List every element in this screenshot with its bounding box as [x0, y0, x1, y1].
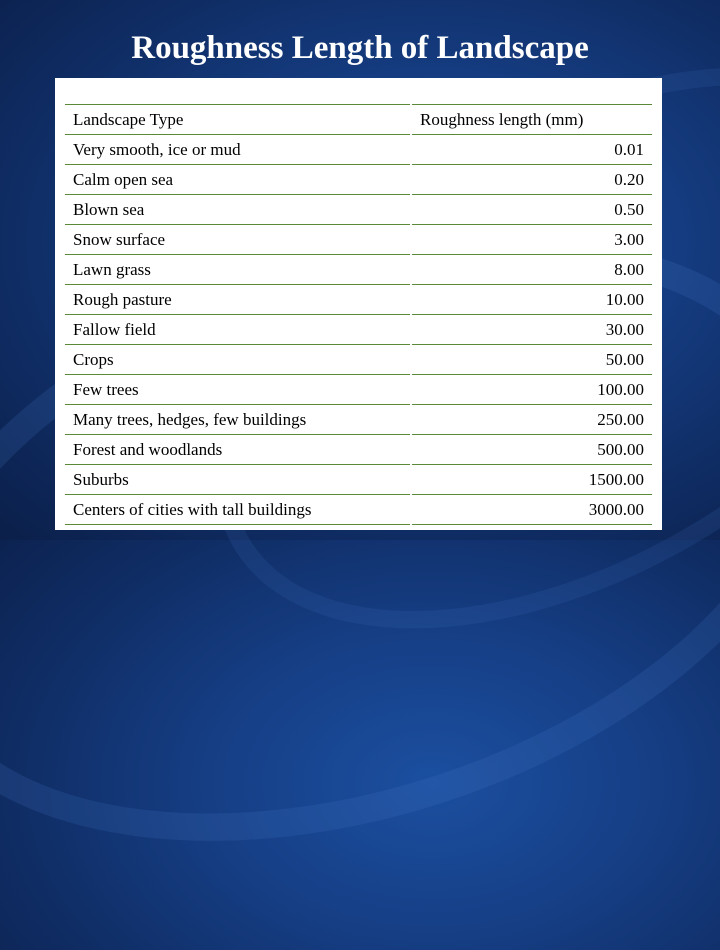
roughness-value-cell: 0.20 [411, 165, 652, 195]
roughness-table [65, 104, 652, 525]
table-row [65, 435, 652, 465]
landscape-type-cell: Forest and woodlands [65, 435, 411, 465]
roughness-value-cell: 3.00 [411, 225, 652, 255]
table-header-row [65, 105, 652, 135]
table-row [65, 375, 652, 405]
landscape-type-cell: Fallow field [65, 315, 411, 345]
table-row [65, 405, 652, 435]
table-row [65, 345, 652, 375]
table-row [65, 165, 652, 195]
landscape-type-cell: Rough pasture [65, 285, 411, 315]
landscape-type-cell: Very smooth, ice or mud [65, 135, 411, 165]
roughness-value-cell: 1500.00 [411, 465, 652, 495]
table-row [65, 135, 652, 165]
table-row [65, 315, 652, 345]
roughness-value-cell: 0.50 [411, 195, 652, 225]
header-landscape-type: Landscape Type [65, 105, 411, 135]
roughness-value-cell: 3000.00 [411, 495, 652, 525]
landscape-type-cell: Snow surface [65, 225, 411, 255]
landscape-type-cell: Blown sea [65, 195, 411, 225]
table-row [65, 465, 652, 495]
roughness-value-cell: 8.00 [411, 255, 652, 285]
table-panel [55, 78, 662, 530]
landscape-type-cell: Suburbs [65, 465, 411, 495]
table-row [65, 195, 652, 225]
table-row [65, 225, 652, 255]
table-row [65, 255, 652, 285]
landscape-type-cell: Calm open sea [65, 165, 411, 195]
landscape-type-cell: Many trees, hedges, few buildings [65, 405, 411, 435]
landscape-type-cell: Centers of cities with tall buildings [65, 495, 411, 525]
landscape-type-cell: Few trees [65, 375, 411, 405]
slide-title: Roughness Length of Landscape [131, 30, 589, 66]
roughness-value-cell: 250.00 [411, 405, 652, 435]
roughness-value-cell: 30.00 [411, 315, 652, 345]
roughness-value-cell: 100.00 [411, 375, 652, 405]
roughness-value-cell: 50.00 [411, 345, 652, 375]
table-row [65, 285, 652, 315]
roughness-value-cell: 0.01 [411, 135, 652, 165]
landscape-type-cell: Crops [65, 345, 411, 375]
landscape-type-cell: Lawn grass [65, 255, 411, 285]
roughness-value-cell: 10.00 [411, 285, 652, 315]
header-roughness-length: Roughness length (mm) [411, 105, 652, 135]
roughness-value-cell: 500.00 [411, 435, 652, 465]
table-row [65, 495, 652, 525]
